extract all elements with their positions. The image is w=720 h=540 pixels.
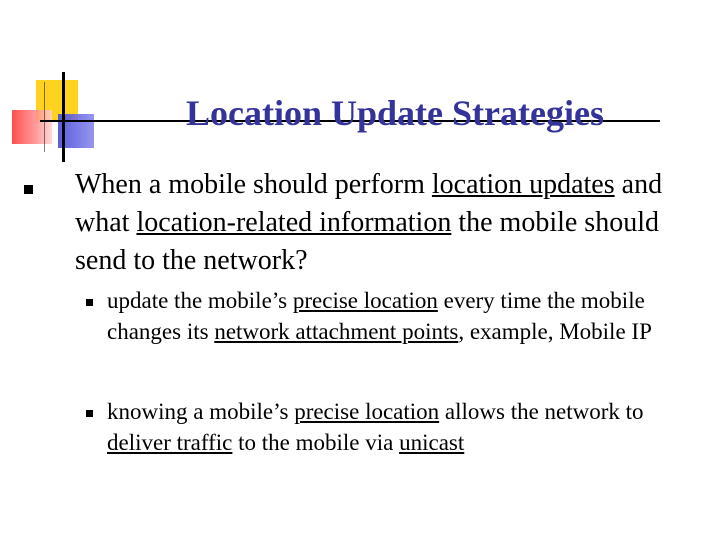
- underlined-term: network attachment points: [214, 319, 459, 344]
- text-run: allows the network to: [439, 399, 644, 424]
- bullet-level2-text: [107, 285, 707, 347]
- underlined-term: precise location: [292, 288, 438, 313]
- slide-title: Location Update Strategies: [186, 93, 604, 133]
- vertical-rule-thin: [44, 82, 45, 152]
- bullet-square-icon: [86, 299, 93, 306]
- text-run: , example, Mobile IP: [458, 319, 652, 344]
- text-run: When a mobile should perform: [75, 169, 432, 200]
- text-run: every time the mobile changes its: [107, 288, 645, 344]
- bullet-square-icon: [86, 410, 93, 417]
- bullet-level2-text: [107, 396, 707, 458]
- red-square-decoration: [12, 110, 52, 144]
- vertical-rule: [62, 72, 65, 162]
- text-run: knowing a mobile’s: [107, 399, 295, 424]
- text-run: and what: [75, 169, 663, 238]
- underlined-term: location-related information: [136, 207, 452, 238]
- underlined-term: unicast: [399, 430, 465, 455]
- slide-logo-decoration: [0, 0, 110, 160]
- underlined-term: deliver traffic: [107, 430, 233, 455]
- bullet-square-icon: [24, 185, 33, 194]
- text-run: the mobile should send to the network?: [75, 207, 659, 276]
- underlined-term: location updates: [431, 169, 615, 200]
- underlined-term: precise location: [294, 399, 440, 424]
- bullet-level1-text: [75, 166, 715, 280]
- text-run: update the mobile’s: [107, 288, 293, 313]
- text-run: to the mobile via: [232, 430, 400, 455]
